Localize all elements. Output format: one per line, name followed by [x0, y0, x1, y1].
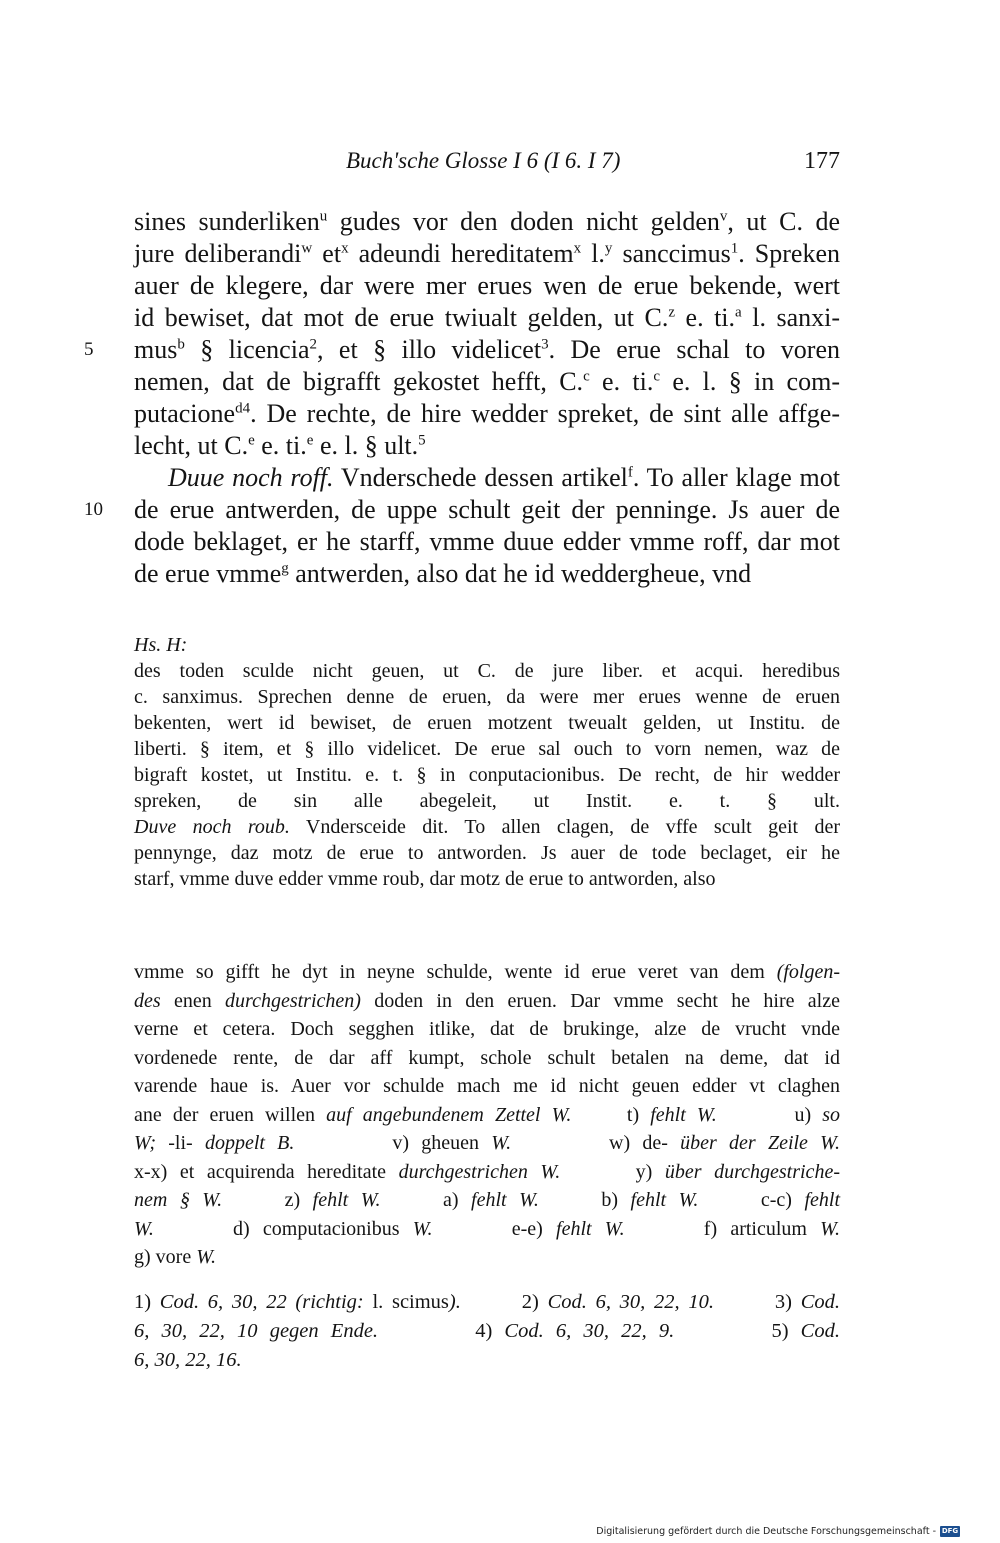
variant-line: c. sanximus. Sprechen denne de eruen, da were mer erues wenne de eruen: [134, 686, 840, 708]
footnote-line: 6, 30, 22, 10 gegen Ende. 4) Cod. 6, 30, 22, 9. 5) Cod.: [134, 1320, 840, 1342]
page-number: 177: [804, 148, 840, 174]
text-line: dode beklaget, er he starff, vmme duue edder vmme roff, dar mot: [134, 527, 840, 556]
text-line: mus$^b$ § licencia$^2$, et § illo videlicet$^3$. De erue schal to voren: [134, 335, 841, 364]
apparatus-line: g) vore W.: [134, 1246, 217, 1268]
line-number: 10: [84, 499, 103, 520]
apparatus-line: x-x) et acquirenda hereditate durchgestrichen W. y) über durchgestriche-: [134, 1160, 840, 1183]
variant-line: des toden sculde nicht geuen, ut C. de jure liber. et acqui. heredibus: [134, 660, 840, 682]
variant-line: bekenten, wert id bewiset, de eruen motzent tweualt gelden, ut Institu. de: [134, 712, 840, 734]
apparatus-line: W; -li- doppelt B. v) gheuen W. w) de- über der Zeile W.: [134, 1132, 841, 1154]
dfg-logo-icon: DFG: [941, 1527, 959, 1535]
manuscript-siglum: Hs. H:: [134, 634, 188, 656]
variant-text: [134, 632, 840, 892]
text-line: lecht, ut C.$^e$ e. ti.$^e$ e. l. § ult.$^5$: [134, 431, 426, 460]
apparatus-line: verne et cetera. Doch segghen itlike, dat de brukinge, alze de vrucht vnde: [134, 1018, 840, 1040]
apparatus-line: W. d) computacionibus W. e-e) fehlt W. f) articulum W.: [134, 1217, 840, 1240]
variant-line: bigraft kostet, ut Institu. e. t. § in conputacionibus. De recht, de hir wedder: [134, 764, 840, 786]
variant-text-lines: [134, 658, 840, 892]
apparatus-line: nem § W. z) fehlt W. a) fehlt W. b) fehlt W. c-c) fehlt: [134, 1189, 841, 1211]
variant-line: pennynge, daz motz de erue to antworden. Js auer de tode beclaget, eir he: [134, 842, 840, 864]
footnotes: [134, 1288, 840, 1375]
text-line: auer de klegere, dar were mer erues wen de erue bekende, wert: [134, 271, 840, 300]
running-head-title: Buch'sche Glosse I 6 (I 6. I 7): [346, 148, 621, 173]
text-line: nemen, dat de bigrafft gekostet hefft, C.$^c$ e. ti.$^c$ e. l. § in com-: [134, 367, 840, 396]
main-text: [84, 206, 841, 590]
critical-apparatus: [134, 958, 840, 1272]
apparatus-lines: [134, 958, 840, 1272]
variant-line: Duve noch roub. Vndersceide dit. To allen clagen, de vffe scult geit der: [134, 816, 840, 838]
apparatus-line: vordenede rente, de dar aff kumpt, schole schult betalen na deme, dat id: [134, 1046, 840, 1069]
digitization-credit: [596, 1526, 960, 1537]
apparatus-line: ane der eruen willen auf angebundenem Zettel W. t) fehlt W. u) so: [134, 1103, 840, 1126]
line-number: 5: [84, 339, 94, 360]
apparatus-line: vmme so gifft he dyt in neyne schulde, wente id erue veret van dem (folgen-: [134, 961, 840, 983]
apparatus-line: des enen durchgestrichen) doden in den eruen. Dar vmme secht he hire alze: [134, 989, 840, 1012]
text-line: jure deliberandi$^w$ $et^x$ adeundi hereditatem$^x$ l.$^y$ sanccimus$^1$. Spreken: [134, 239, 840, 268]
text-line: sines sunderliken$^u$ gudes vor den doden nicht gelden$^v$, ut C. de: [134, 207, 840, 236]
footnote-line: 1) Cod. 6, 30, 22 (richtig: l. scimus). 2) Cod. 6, 30, 22, 10. 3) Cod.: [134, 1291, 840, 1313]
footnote-line: 6, 30, 22, 16.: [134, 1349, 242, 1371]
text-line: Duue noch roff. Vnderschede dessen artikel$^f$. To aller klage mot: [168, 463, 840, 492]
running-head: [134, 148, 840, 182]
text-line: putacione$^{d4}$. De rechte, de hire wedder spreket, de sint alle affge-: [134, 399, 840, 428]
footnote-lines: [134, 1288, 840, 1375]
variant-line: liberti. § item, et § illo videlicet. De erue sal ouch to vorn nemen, waz de: [134, 738, 840, 760]
credit-text: Digitalisierung gefördert durch die Deutsche Forschungsgemeinschaft -: [596, 1526, 936, 1537]
text-line: id bewiset, dat mot de erue twiualt gelden, ut C.$^z$ e. ti.$^a$ l. sanxi-: [134, 303, 840, 332]
variant-line: spreken, de sin alle abegeleit, ut Instit. e. t. § ult.: [134, 790, 840, 812]
main-text-lines: [134, 206, 840, 590]
text-line: de erue antwerden, de uppe schult geit der penninge. Js auer de: [134, 495, 840, 524]
text-line: de erue vmme$^g$ antwerden, also dat he id weddergheue, vnd: [134, 559, 752, 588]
variant-line: starf, vmme duve edder vmme roub, dar motz de erue to antworden, also: [134, 868, 716, 890]
apparatus-line: varende haue is. Auer vor schulde mach me id nicht geuen edder vt claghen: [134, 1075, 840, 1097]
